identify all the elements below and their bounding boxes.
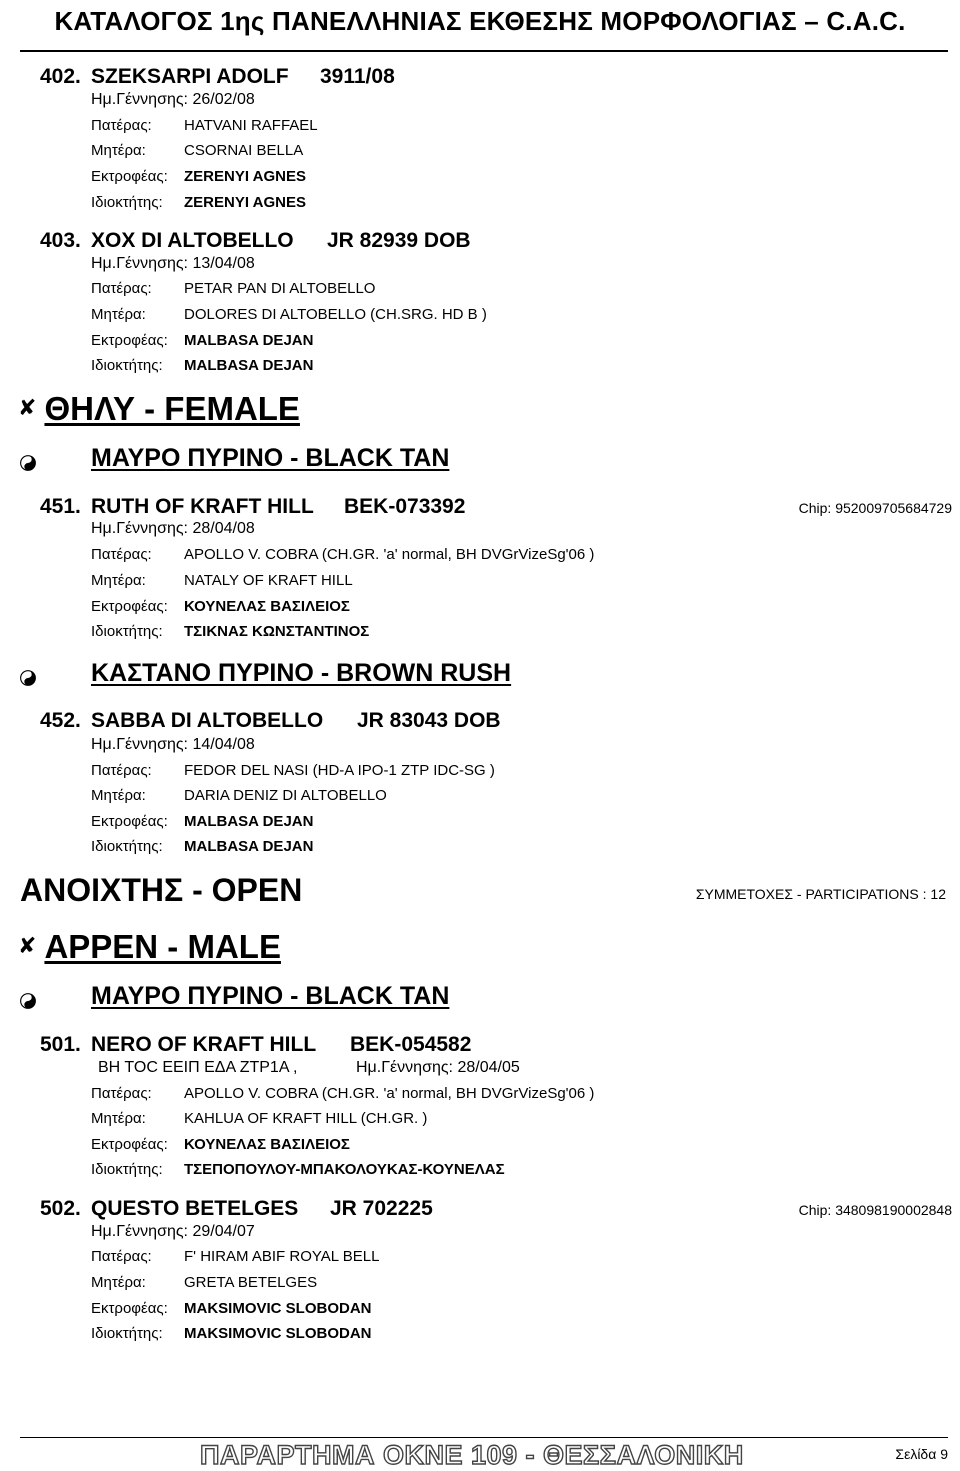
breeder-label: Εκτροφέας: [91, 1136, 168, 1153]
registration-number: 3911/08 [320, 65, 395, 88]
breeder-label: Εκτροφέας: [91, 1300, 168, 1317]
father-value: HATVANI RAFFAEL [184, 117, 318, 134]
registration-number: BEK-054582 [350, 1033, 472, 1056]
chip-label: Chip: [798, 1202, 832, 1218]
color-heading-black-tan: ΜΑΥΡΟ ΠΥΡΙΝΟ - BLACK TAN [91, 444, 450, 472]
owner-value: MAKSIMOVIC SLOBODAN [184, 1325, 372, 1342]
dog-titles: BH TOC ΕΕΙΠ ΕΔΑ ZTP1A , [98, 1059, 298, 1076]
section-male-label: ΑΡΡΕΝ - MALE [44, 928, 281, 965]
entry-number: 452. [40, 709, 81, 732]
birth-label: Ημ.Γέννησης: [91, 736, 188, 753]
breeder-label: Εκτροφέας: [91, 168, 168, 185]
birth-date: 26/02/08 [192, 91, 255, 108]
owner-value: ΤΣΕΠΟΠΟΥΛΟΥ-ΜΠΑΚΟΛΟΥΚΑΣ-ΚΟΥΝΕΛΑΣ [184, 1161, 505, 1178]
mother-value: NATALY OF KRAFT HILL [184, 572, 353, 589]
page-number: Σελίδα 9 [895, 1446, 948, 1462]
birth-date: 13/04/08 [192, 255, 255, 272]
birth-date: 14/04/08 [192, 736, 255, 753]
chip-number: 348098190002848 [835, 1202, 952, 1218]
mother-value: KAHLUA OF KRAFT HILL (CH.GR. ) [184, 1110, 428, 1127]
father-value: APOLLO V. COBRA (CH.GR. 'a' normal, BH DVGrVizeSg'06 ) [184, 1085, 595, 1102]
dog-name: RUTH OF KRAFT HILL [91, 495, 314, 518]
breeder-value: ΚΟΥΝΕΛΑΣ ΒΑΣΙΛΕΙΟΣ [184, 598, 350, 615]
mother-label: Μητέρα: [91, 306, 146, 323]
birth-label: Ημ.Γέννησης: [91, 91, 188, 108]
dog-name: NERO OF KRAFT HILL [91, 1033, 317, 1056]
breeder-label: Εκτροφέας: [91, 332, 168, 349]
birth-date: 28/04/05 [457, 1059, 520, 1076]
owner-label: Ιδιοκτήτης: [91, 194, 163, 211]
breeder-value: ΚΟΥΝΕΛΑΣ ΒΑΣΙΛΕΙΟΣ [184, 1136, 350, 1153]
dog-name: SABBA DI ALTOBELLO [91, 709, 324, 732]
owner-label: Ιδιοκτήτης: [91, 838, 163, 855]
mother-value: DOLORES DI ALTOBELLO (CH.SRG. HD B ) [184, 306, 487, 323]
x-mark-icon: ✘ [18, 395, 37, 420]
dog-name: QUESTO BETELGES [91, 1197, 299, 1220]
father-label: Πατέρας: [91, 546, 152, 563]
birth-date: 28/04/08 [192, 520, 255, 537]
yin-yang-icon [20, 993, 36, 1009]
breeder-value: MALBASA DEJAN [184, 813, 314, 830]
father-value: FEDOR DEL NASI (HD-A IPO-1 ZTP IDC-SG ) [184, 762, 495, 779]
registration-number: JR 702225 [330, 1197, 433, 1220]
birth-label: Ημ.Γέννησης: [91, 255, 188, 272]
breeder-value: MAKSIMOVIC SLOBODAN [184, 1300, 372, 1317]
registration-number: JR 82939 DOB [327, 229, 471, 252]
owner-value: MALBASA DEJAN [184, 838, 314, 855]
breeder-value: ZERENYI AGNES [184, 168, 306, 185]
mother-value: DARIA DENIZ DI ALTOBELLO [184, 787, 387, 804]
breeder-value: MALBASA DEJAN [184, 332, 314, 349]
section-female [18, 390, 300, 428]
mother-label: Μητέρα: [91, 1274, 146, 1291]
participations-count: ΣΥΜΜΕΤΟΧΕΣ - PARTICIPATIONS : 12 [695, 886, 946, 902]
mother-label: Μητέρα: [91, 787, 146, 804]
footer-title: ΠΑΡΑΡΤΗΜΑ ΟΚΝΕ 109 - ΘΕΣΣΑΛΟΝΙΚΗ [200, 1440, 744, 1470]
x-mark-icon: ✘ [18, 933, 37, 958]
owner-value: ΤΣΙΚΝΑΣ ΚΩΝΣΤΑΝΤΙΝΟΣ [184, 623, 370, 640]
mother-value: GRETA BETELGES [184, 1274, 318, 1291]
father-label: Πατέρας: [91, 762, 152, 779]
header-divider [20, 50, 948, 52]
father-value: PETAR PAN DI ALTOBELLO [184, 280, 376, 297]
breeder-label: Εκτροφέας: [91, 813, 168, 830]
owner-value: ZERENYI AGNES [184, 194, 306, 211]
dog-name: SZEKSARPI ADOLF [91, 65, 289, 88]
yin-yang-icon [20, 455, 36, 471]
father-label: Πατέρας: [91, 1085, 152, 1102]
color-heading-brown-rush: ΚΑΣΤΑΝΟ ΠΥΡΙΝΟ - BROWN RUSH [91, 659, 512, 687]
owner-label: Ιδιοκτήτης: [91, 623, 163, 640]
mother-label: Μητέρα: [91, 1110, 146, 1127]
entry-number: 402. [40, 65, 81, 88]
father-value: APOLLO V. COBRA (CH.GR. 'a' normal, BH DVGrVizeSg'06 ) [184, 546, 595, 563]
owner-value: MALBASA DEJAN [184, 357, 314, 374]
registration-number: BEK-073392 [344, 495, 466, 518]
entry-number: 501. [40, 1033, 81, 1056]
page-title: ΚΑΤΑΛΟΓΟΣ 1ης ΠΑΝΕΛΛΗΝΙΑΣ ΕΚΘΕΣΗΣ ΜΟΡΦΟΛΟΓΙΑΣ – C.A.C. [54, 6, 906, 36]
section-female-label: ΘΗΛΥ - FEMALE [44, 390, 300, 427]
entry-number: 451. [40, 495, 81, 518]
father-label: Πατέρας: [91, 117, 152, 134]
entry-number: 502. [40, 1197, 81, 1220]
chip-label: Chip: [798, 500, 832, 516]
class-heading-open: ΑΝΟΙΧΤΗΣ - OPEN [20, 872, 303, 908]
father-value: F' HIRAM ABIF ROYAL BELL [184, 1248, 380, 1265]
registration-number: JR 83043 DOB [357, 709, 501, 732]
mother-label: Μητέρα: [91, 142, 146, 159]
dog-name: XOX DI ALTOBELLO [91, 229, 294, 252]
father-label: Πατέρας: [91, 1248, 152, 1265]
owner-label: Ιδιοκτήτης: [91, 1325, 163, 1342]
entry-number: 403. [40, 229, 81, 252]
owner-label: Ιδιοκτήτης: [91, 1161, 163, 1178]
birth-label: Ημ.Γέννησης: [356, 1059, 453, 1076]
mother-label: Μητέρα: [91, 572, 146, 589]
color-heading-black-tan: ΜΑΥΡΟ ΠΥΡΙΝΟ - BLACK TAN [91, 982, 450, 1010]
chip-number: 952009705684729 [835, 500, 952, 516]
section-male [18, 928, 281, 966]
birth-date: 29/04/07 [192, 1223, 255, 1240]
footer-divider [20, 1437, 948, 1438]
birth-label: Ημ.Γέννησης: [91, 1223, 188, 1240]
birth-label: Ημ.Γέννησης: [91, 520, 188, 537]
yin-yang-icon [20, 670, 36, 686]
father-label: Πατέρας: [91, 280, 152, 297]
owner-label: Ιδιοκτήτης: [91, 357, 163, 374]
breeder-label: Εκτροφέας: [91, 598, 168, 615]
mother-value: CSORNAI BELLA [184, 142, 304, 159]
